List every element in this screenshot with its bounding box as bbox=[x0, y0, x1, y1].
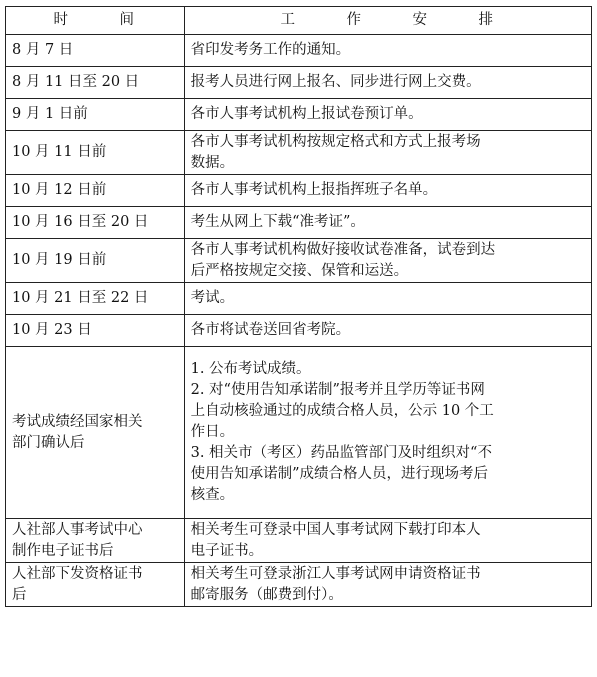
work-text: 相关考生可登录浙江人事考试网申请资格证书 bbox=[190, 565, 481, 582]
work-cell bbox=[184, 175, 591, 207]
work-text: 1. 公布考试成绩。 bbox=[190, 361, 311, 377]
time-text: 制作电子证书后 bbox=[12, 542, 114, 559]
work-text: 作日。 bbox=[190, 424, 235, 440]
table-body bbox=[6, 35, 592, 607]
table-row bbox=[6, 99, 592, 131]
time-text: 10 月 16 日至 20 日 bbox=[12, 214, 149, 230]
work-text: 电子证书。 bbox=[190, 542, 264, 559]
time-cell bbox=[6, 35, 185, 67]
work-cell bbox=[184, 315, 591, 347]
table-row bbox=[6, 207, 592, 239]
table-row bbox=[6, 347, 592, 519]
time-text: 部门确认后 bbox=[12, 434, 85, 451]
work-text: 各市人事考试机构做好接收试卷准备，试卷到达 bbox=[190, 241, 496, 258]
table-row bbox=[6, 563, 592, 607]
time-text: 人社部下发资格证书 bbox=[12, 565, 143, 582]
work-cell bbox=[184, 207, 591, 239]
table-row bbox=[6, 67, 592, 99]
work-cell bbox=[184, 519, 591, 563]
work-text: 各市人事考试机构上报试卷预订单。 bbox=[190, 106, 423, 122]
work-cell bbox=[184, 563, 591, 607]
work-text: 考生从网上下载“准考证”。 bbox=[190, 214, 365, 230]
table-row bbox=[6, 35, 592, 67]
work-cell bbox=[184, 99, 591, 131]
time-text: 9 月 1 日前 bbox=[12, 106, 88, 122]
time-cell bbox=[6, 67, 185, 99]
time-cell bbox=[6, 131, 185, 175]
schedule-table bbox=[5, 6, 592, 607]
work-text: 报考人员进行网上报名、同步进行网上交费。 bbox=[190, 74, 481, 90]
time-text: 8 月 7 日 bbox=[12, 42, 74, 58]
time-cell bbox=[6, 563, 185, 607]
time-text: 8 月 11 日至 20 日 bbox=[12, 74, 140, 90]
table-row bbox=[6, 131, 592, 175]
work-text: 核查。 bbox=[190, 487, 235, 503]
work-cell bbox=[184, 239, 591, 283]
work-text: 邮寄服务（邮费到付）。 bbox=[190, 586, 343, 603]
time-cell bbox=[6, 175, 185, 207]
work-text: 3. 相关市（考区）药品监管部门及时组织对“不 bbox=[190, 445, 492, 461]
work-text: 上自动核验通过的成绩合格人员，公示 10 个工 bbox=[190, 403, 494, 419]
work-cell bbox=[184, 131, 591, 175]
table-row bbox=[6, 239, 592, 283]
work-cell bbox=[184, 35, 591, 67]
header-work: 工 作 安 排 bbox=[184, 7, 591, 35]
work-text: 数据。 bbox=[190, 154, 235, 171]
work-text: 相关考生可登录中国人事考试网下载打印本人 bbox=[190, 521, 481, 538]
time-text: 10 月 11 日前 bbox=[12, 144, 107, 160]
time-text: 人社部人事考试中心 bbox=[12, 521, 143, 538]
time-cell bbox=[6, 283, 185, 315]
time-text: 10 月 21 日至 22 日 bbox=[12, 290, 149, 306]
time-text: 10 月 23 日 bbox=[12, 322, 92, 338]
time-cell bbox=[6, 315, 185, 347]
work-cell bbox=[184, 67, 591, 99]
time-cell bbox=[6, 99, 185, 131]
time-text: 考试成绩经国家相关 bbox=[12, 413, 143, 430]
time-cell bbox=[6, 519, 185, 563]
header-time: 时 间 bbox=[6, 7, 185, 35]
work-text: 省印发考务工作的通知。 bbox=[190, 42, 351, 58]
work-text: 各市人事考试机构按规定格式和方式上报考场 bbox=[190, 133, 481, 150]
time-text: 10 月 12 日前 bbox=[12, 182, 107, 198]
table-row bbox=[6, 283, 592, 315]
table-row bbox=[6, 519, 592, 563]
time-text: 10 月 19 日前 bbox=[12, 252, 107, 268]
work-text: 2. 对“使用告知承诺制”报考并且学历等证书网 bbox=[190, 382, 485, 398]
time-text: 后 bbox=[12, 586, 27, 603]
work-text: 各市将试卷送回省考院。 bbox=[190, 322, 351, 338]
work-cell bbox=[184, 283, 591, 315]
work-text: 后严格按规定交接、保管和运送。 bbox=[190, 262, 409, 279]
work-text: 考试。 bbox=[190, 290, 235, 306]
work-text: 使用告知承诺制”成绩合格人员，进行现场考后 bbox=[190, 466, 489, 482]
table-header-row bbox=[6, 7, 592, 35]
work-text: 各市人事考试机构上报指挥班子名单。 bbox=[190, 182, 438, 198]
time-cell bbox=[6, 347, 185, 519]
time-cell bbox=[6, 239, 185, 283]
table-row bbox=[6, 175, 592, 207]
table-row bbox=[6, 315, 592, 347]
work-cell bbox=[184, 347, 591, 519]
time-cell bbox=[6, 207, 185, 239]
